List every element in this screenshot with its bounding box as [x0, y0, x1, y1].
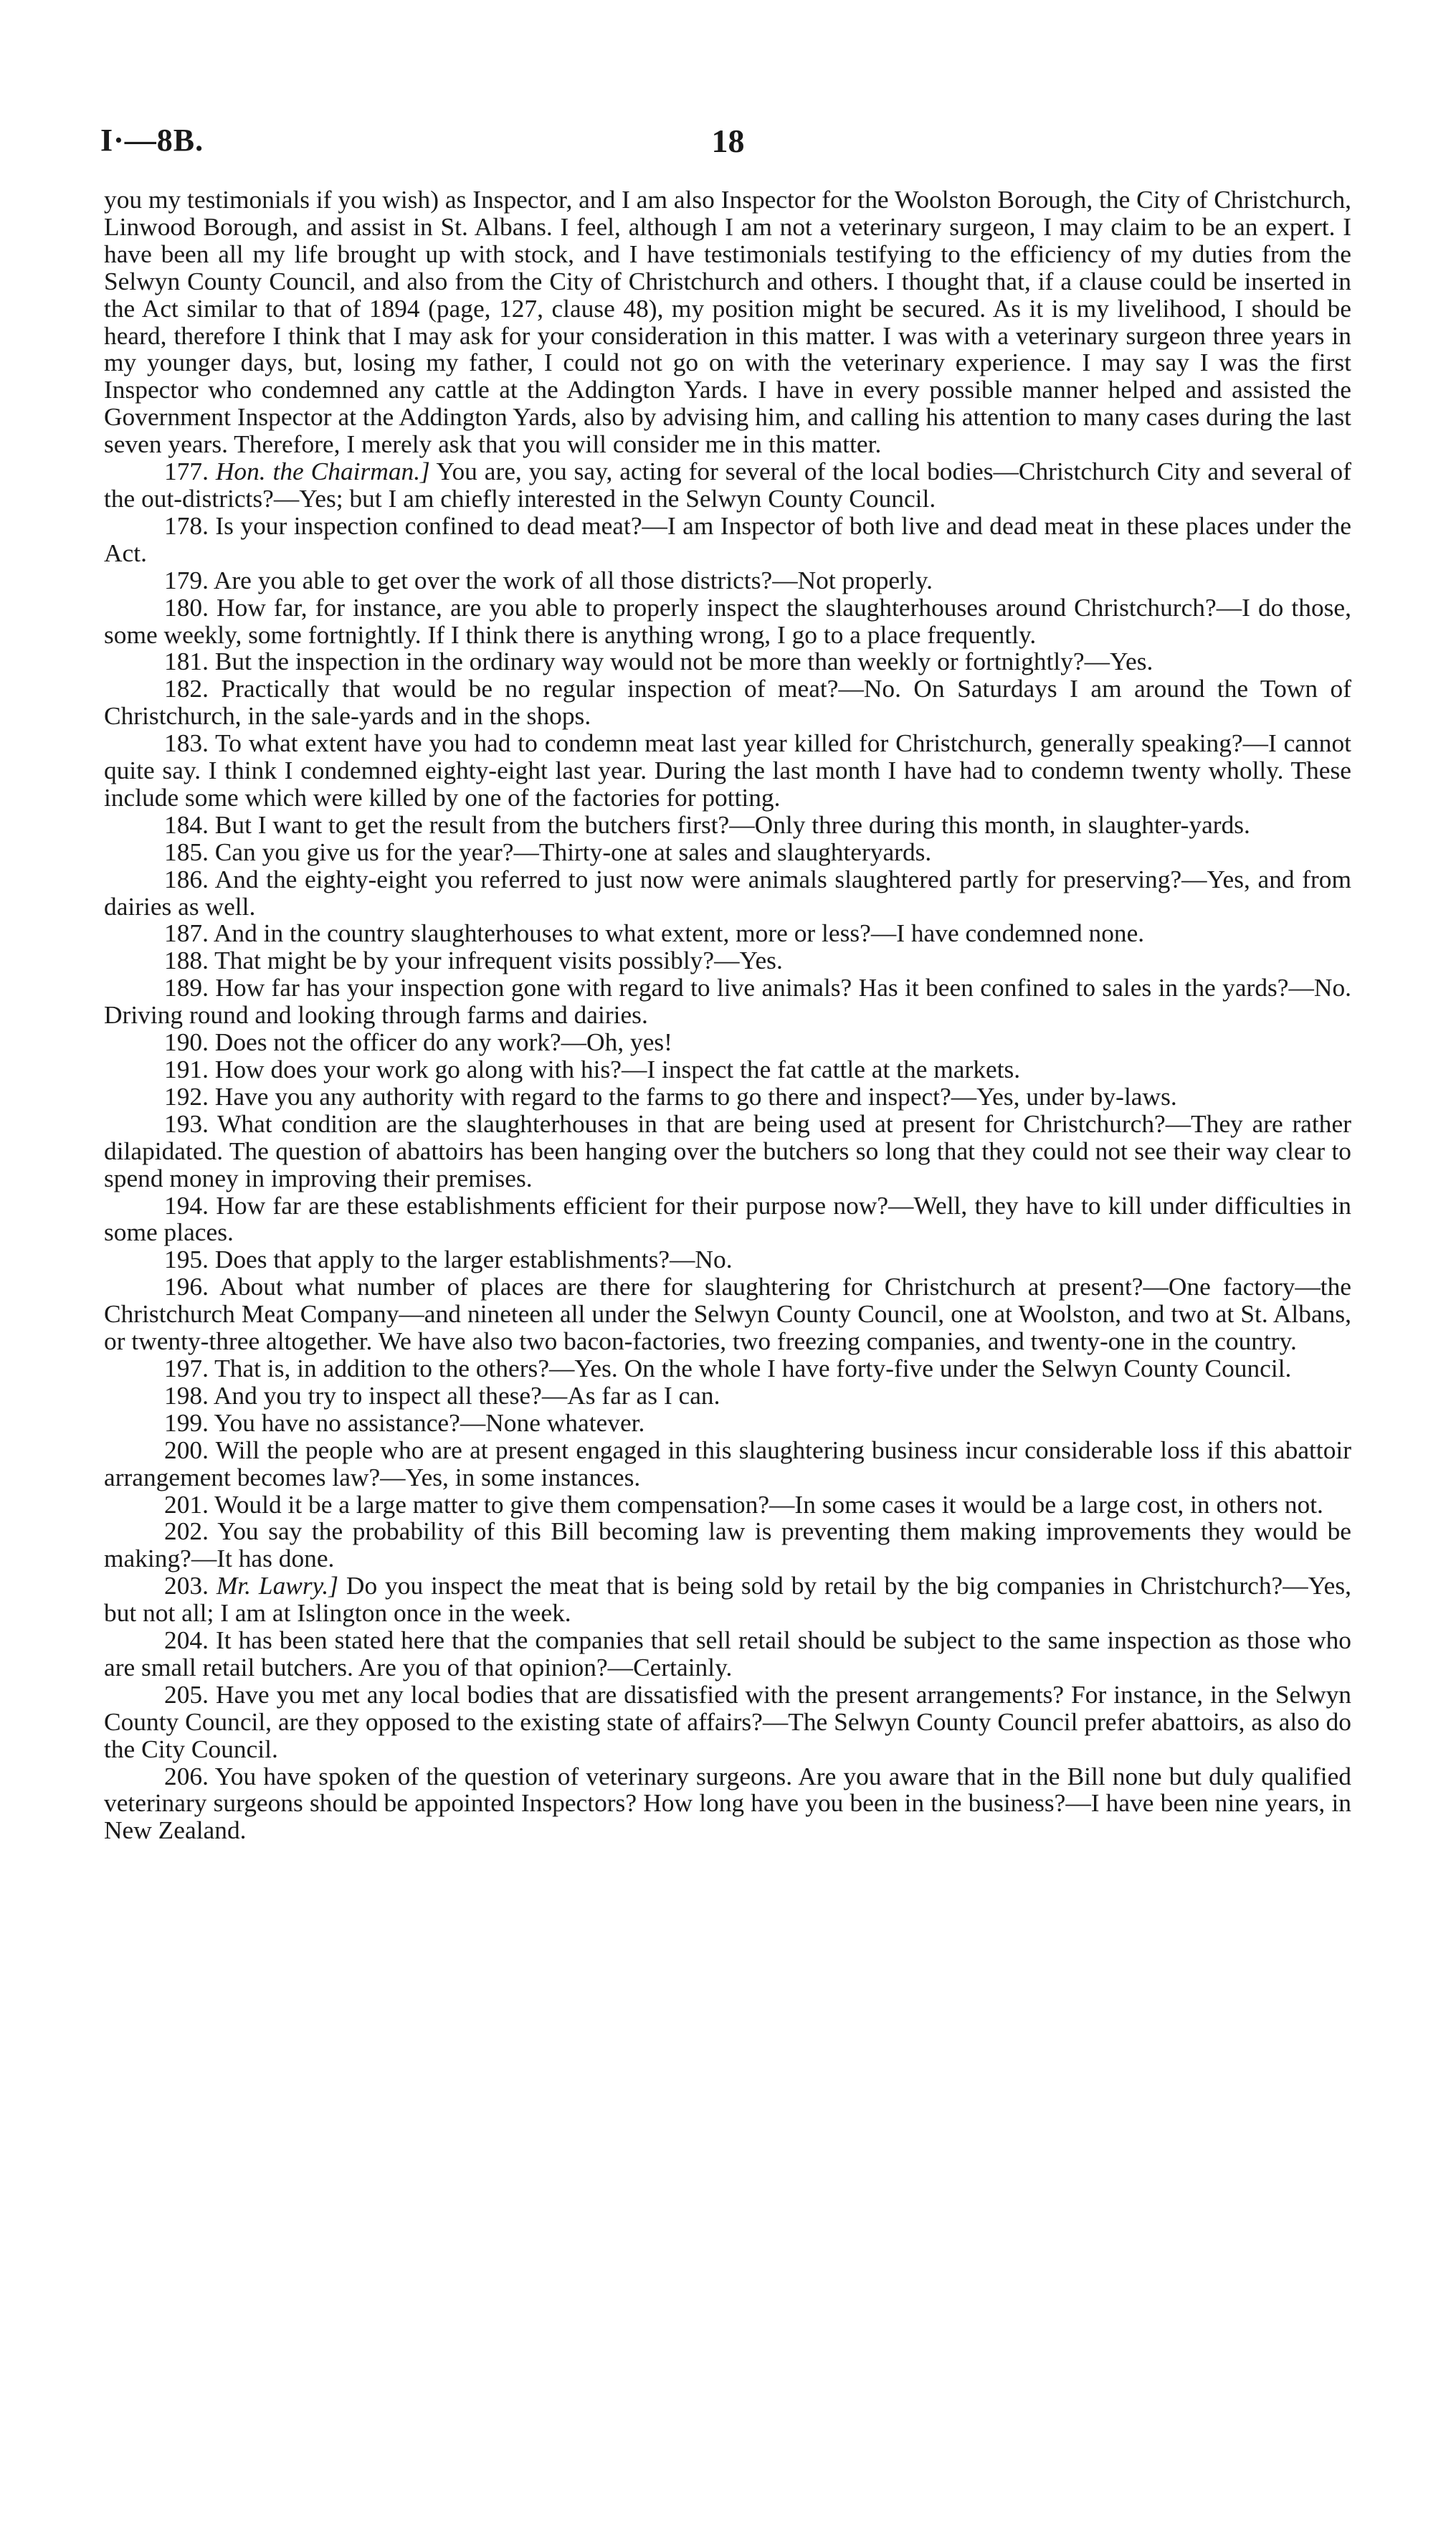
paragraph-text: Does not the officer do any work?—Oh, yes!: [214, 1028, 672, 1057]
question-number: 191.: [164, 1055, 209, 1083]
question-191: [104, 1056, 1351, 1083]
paragraph-text: How far, for instance, are you able to properly inspect the slaughterhouses around Christchurch?—I do those, some weekly, some fortnightly. If I think there is anything wrong, I go to a place frequently.: [104, 592, 1351, 649]
paragraph-text: What condition are the slaughterhouses in that are being used at present for Christchurch?—They are rather dilapidated. The question of abattoirs has been hanging over the butchers so long that they could not see their way clear to spend money in improving their premises.: [104, 1109, 1351, 1192]
question-203: [104, 1572, 1351, 1627]
question-196: [104, 1273, 1351, 1355]
question-number: 189.: [164, 973, 209, 1002]
paragraph-text: You are, you say, acting for several of the local bodies—Christchurch City and several of the out-districts?—Yes; but I am chiefly interested in the Selwyn County Council.: [104, 457, 1351, 513]
question-number: 188.: [164, 946, 209, 975]
question-199: [104, 1410, 1351, 1437]
paragraph-text: You say the probability of this Bill becoming law is preventing them making improvements they would be making?—It has done.: [104, 1517, 1351, 1573]
question-number: 195.: [164, 1245, 209, 1274]
question-number: 206.: [164, 1761, 209, 1790]
question-number: 201.: [164, 1489, 209, 1519]
question-197: [104, 1355, 1351, 1382]
question-number: 179.: [164, 565, 209, 594]
question-187: [104, 920, 1351, 947]
paragraph-text: Can you give us for the year?—Thirty-one at sales and slaughteryards.: [214, 837, 932, 866]
paragraph-text: Are you able to get over the work of all those districts?—Not properly.: [213, 565, 933, 594]
paragraph-text: you my testimonials if you wish) as Inspector, and I am also Inspector for the Woolston Borough, the City of Christchurch, Linwood Borough, and assist in St. Albans. I feel, although I am not a veterinary surgeon, I may claim to be an expert. I have been all my life brought up with stock, and I have testimonials testifying to the efficiency of my duties from the Selwyn County Council, and also from the City of Christchurch and others. I thought that, if a clause could be inserted in the Act similar to that of 1894 (page, 127, clause 48), my position might be secured. As it is my livelihood, I should be heard, therefore I think that I may ask for your consideration in this matter. I was with a veterinary surgeon three years in my younger days, but, losing my father, I could not go on with the veterinary experience. I may say I was the first Inspector who condemned any cattle at the Addington Yards. I have in every possible manner helped and assisted the Government Inspector at the Addington Yards, also by advising him, and calling his attention to many cases during the last seven years. Therefore, I merely ask that you will consider me in this matter.: [104, 185, 1351, 459]
question-number: 199.: [164, 1408, 209, 1437]
paragraph-text: That might be by your infrequent visits possibly?—Yes.: [214, 946, 783, 975]
question-193: [104, 1111, 1351, 1192]
question-number: 196.: [164, 1272, 209, 1301]
question-number: 192.: [164, 1081, 209, 1111]
question-number: 182.: [164, 674, 209, 703]
question-number: 200.: [164, 1435, 209, 1464]
paragraph-text: You have no assistance?—None whatever.: [214, 1408, 645, 1437]
paragraph-text: To what extent have you had to condemn meat last year killed for Christchurch, generally speaking?—I cannot quite say. I think I condemned eighty-eight last year. During the last month I have had to condemn twenty wholly. These include some which were killed by one of the factories for potting.: [104, 729, 1351, 812]
question-number: 183.: [164, 729, 209, 758]
question-195: [104, 1246, 1351, 1273]
document-reference: I·—8B.: [100, 123, 204, 158]
paragraph-text: Do you inspect the meat that is being sold by retail by the big companies in Christchurch?—Yes, but not all; I am at Islington once in the week.: [104, 1571, 1351, 1628]
question-number: 202.: [164, 1517, 209, 1546]
paragraph-text: About what number of places are there for slaughtering for Christchurch at present?—One factory—the Christchurch Meat Company—and nineteen all under the Selwyn County Council, one at Woolston, and two at St. Albans, or twenty-three altogether. We have also two bacon-factories, two freezing companies, and twenty-one in the country.: [104, 1272, 1351, 1356]
question-177: [104, 458, 1351, 513]
question-number: 197.: [164, 1353, 209, 1382]
question-205: [104, 1681, 1351, 1763]
question-number: 198.: [164, 1380, 209, 1410]
paragraph-text: But I want to get the result from the butchers first?—Only three during this month, in slaughter-yards.: [214, 810, 1250, 839]
question-186: [104, 866, 1351, 921]
question-number: 187.: [164, 919, 209, 948]
paragraph-text: Does that apply to the larger establishments?—No.: [214, 1245, 733, 1274]
paragraph-text: Have you met any local bodies that are dissatisfied with the present arrangements? For instance, in the Selwyn County Council, are they opposed to the existing state of affairs?—The Selwyn County Council prefer abattoirs, as also do the City Council.: [104, 1679, 1351, 1763]
question-189: [104, 974, 1351, 1029]
page-header: [0, 0, 1456, 186]
question-182: [104, 675, 1351, 730]
question-198: [104, 1382, 1351, 1410]
paragraph-text: How does your work go along with his?—I inspect the fat cattle at the markets.: [214, 1055, 1021, 1083]
question-185: [104, 839, 1351, 866]
question-number: 180.: [164, 592, 209, 622]
question-number: 204.: [164, 1626, 209, 1655]
speaker-label: Hon. the Chairman.]: [215, 457, 430, 486]
testimony-body: [104, 186, 1351, 1844]
question-184: [104, 812, 1351, 839]
paragraph-text: And you try to inspect all these?—As far as I can.: [213, 1380, 720, 1410]
question-number: 186.: [164, 864, 209, 893]
paragraph-text: Will the people who are at present engaged in this slaughtering business incur considerable loss if this abattoir arrangement becomes law?—Yes, in some instances.: [104, 1435, 1352, 1491]
question-183: [104, 730, 1351, 812]
paragraph-text: Practically that would be no regular inspection of meat?—No. On Saturdays I am around the Town of Christchurch, in the sale-yards and in the shops.: [104, 674, 1351, 731]
question-number: 193.: [164, 1109, 209, 1138]
question-number: 205.: [164, 1679, 209, 1709]
question-202: [104, 1518, 1351, 1572]
question-188: [104, 947, 1351, 974]
question-number: 181.: [164, 647, 209, 676]
question-192: [104, 1083, 1351, 1111]
page-number: 18: [711, 123, 745, 159]
question-190: [104, 1029, 1351, 1056]
question-number: 184.: [164, 810, 209, 839]
paragraph-text: And the eighty-eight you referred to just now were animals slaughtered partly for preserving?—Yes, and from dairies as well.: [104, 864, 1351, 921]
question-204: [104, 1627, 1351, 1681]
question-number: 185.: [164, 837, 209, 866]
paragraph-text: Is your inspection confined to dead meat?—I am Inspector of both live and dead meat in these places under the Act.: [104, 511, 1351, 567]
paragraph-text: Would it be a large matter to give them compensation?—In some cases it would be a large cost, in others not.: [214, 1489, 1323, 1519]
paragraph-text: Have you any authority with regard to the farms to go there and inspect?—Yes, under by-laws.: [214, 1081, 1177, 1111]
paragraph-text: But the inspection in the ordinary way would not be more than weekly or fortnightly?—Yes.: [214, 647, 1153, 676]
paragraph-text: How far has your inspection gone with regard to live animals? Has it been confined to sales in the yards?—No. Driving round and looking through farms and dairies.: [104, 973, 1351, 1030]
question-number: 194.: [164, 1190, 209, 1220]
paragraph-text: That is, in addition to the others?—Yes. On the whole I have forty-five under the Selwyn County Council.: [214, 1353, 1292, 1382]
question-number: 203.: [164, 1571, 209, 1600]
speaker-label: Mr. Lawry.]: [216, 1571, 339, 1600]
question-180: [104, 594, 1351, 649]
question-194: [104, 1192, 1351, 1247]
question-201: [104, 1491, 1351, 1519]
paragraph-text: It has been stated here that the companies that sell retail should be subject to the same inspection as those who are small retail butchers. Are you of that opinion?—Certainly.: [104, 1626, 1351, 1681]
question-number: 190.: [164, 1028, 209, 1057]
question-number: 177.: [164, 457, 209, 486]
question-181: [104, 648, 1351, 675]
paragraph-text: How far are these establishments efficient for their purpose now?—Well, they have to kill under difficulties in some places.: [104, 1190, 1351, 1247]
question-178: [104, 513, 1351, 567]
question-206: [104, 1763, 1351, 1845]
question-179: [104, 567, 1351, 594]
paragraph-text: You have spoken of the question of veterinary surgeons. Are you aware that in the Bill none but duly qualified veterinary surgeons should be appointed Inspectors? How long have you been in the business?—I have been nine years, in New Zealand.: [104, 1761, 1351, 1845]
paragraph-intro: [104, 186, 1351, 458]
question-number: 178.: [164, 511, 209, 540]
paragraph-text: And in the country slaughterhouses to what extent, more or less?—I have condemned none.: [213, 919, 1145, 948]
question-200: [104, 1437, 1351, 1491]
